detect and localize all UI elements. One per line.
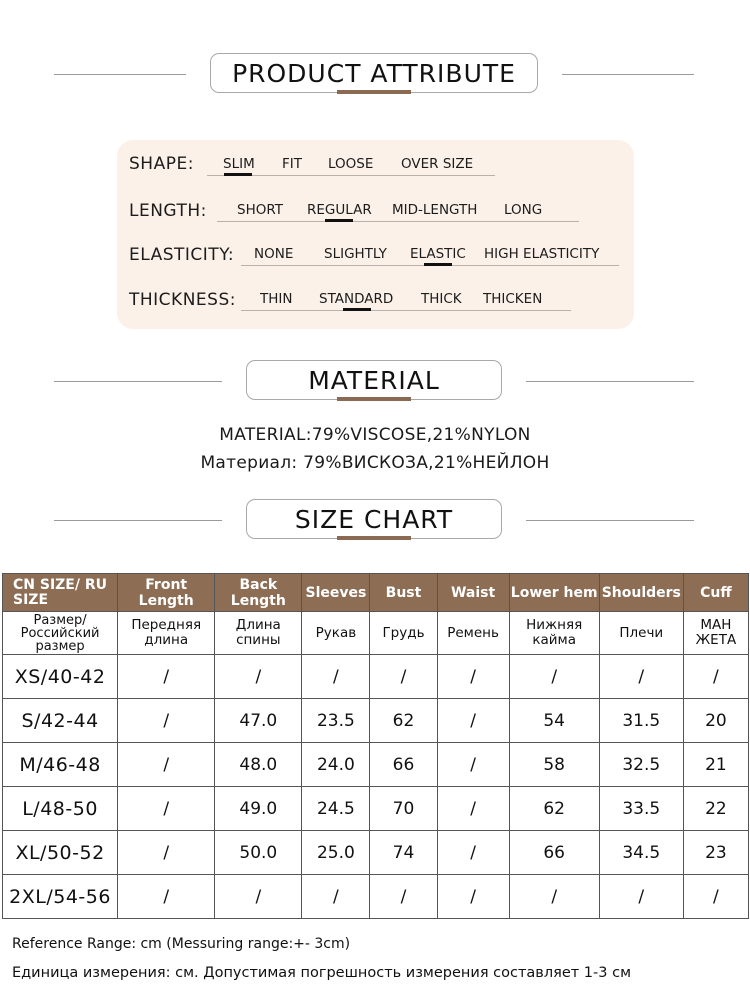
size-cell: 2XL/54-56	[3, 875, 118, 919]
table-cell: /	[437, 743, 509, 787]
section-title-pill	[246, 360, 502, 400]
table-cell: /	[302, 875, 370, 919]
table-cell: /	[118, 831, 215, 875]
table-cell: 23	[683, 831, 748, 875]
header-cell-ru: Длина спины	[215, 612, 302, 655]
header-cell-ru: Размер/ Российский размер	[3, 612, 118, 655]
table-cell: 74	[370, 831, 437, 875]
table-cell: 31.5	[599, 699, 683, 743]
table-cell: 47.0	[215, 699, 302, 743]
section-title-pill	[210, 53, 538, 93]
table-cell: /	[302, 655, 370, 699]
title-accent-bar	[337, 90, 411, 94]
header-cell: Sleeves	[302, 574, 370, 612]
table-cell: /	[118, 699, 215, 743]
header-row-english	[3, 574, 749, 612]
thickness-selected-marker	[343, 308, 371, 311]
elasticity-option-slightly: SLIGHTLY	[324, 246, 387, 262]
length-underline	[217, 221, 579, 222]
table-cell: 23.5	[302, 699, 370, 743]
table-row	[3, 875, 749, 919]
title-accent-bar	[337, 397, 411, 401]
attribute-panel	[117, 140, 634, 329]
table-cell: 66	[509, 831, 599, 875]
table-cell: 33.5	[599, 787, 683, 831]
elasticity-selected-marker	[424, 263, 452, 266]
table-cell: 62	[370, 699, 437, 743]
section-title: PRODUCT ATTRIBUTE	[232, 59, 516, 88]
table-row	[3, 787, 749, 831]
table-cell: /	[118, 875, 215, 919]
length-option-long: LONG	[504, 202, 543, 218]
table-cell: 34.5	[599, 831, 683, 875]
table-cell: 32.5	[599, 743, 683, 787]
header-cell: Cuff	[683, 574, 748, 612]
header-cell-ru: Рукав	[302, 612, 370, 655]
header-cell: Back Length	[215, 574, 302, 612]
table-cell: 70	[370, 787, 437, 831]
table-cell: 24.0	[302, 743, 370, 787]
size-cell: S/42-44	[3, 699, 118, 743]
thickness-option-thin: THIN	[260, 291, 293, 307]
elasticity-option-none: NONE	[254, 246, 294, 262]
divider-left	[54, 381, 222, 382]
shape-option-slim: SLIM	[223, 156, 255, 172]
table-cell: 22	[683, 787, 748, 831]
table-cell: /	[370, 655, 437, 699]
table-row	[3, 743, 749, 787]
table-cell: /	[509, 655, 599, 699]
table-cell: /	[437, 699, 509, 743]
table-cell: /	[437, 875, 509, 919]
length-option-mid-length: MID-LENGTH	[392, 202, 478, 218]
section-title-pill	[246, 499, 502, 539]
table-cell: /	[118, 743, 215, 787]
material-russian: Материал: 79%ВИСКОЗА,21%НЕЙЛОН	[200, 453, 550, 473]
elasticity-label: ELASTICITY:	[129, 245, 235, 265]
table-cell: /	[215, 655, 302, 699]
table-cell: /	[599, 875, 683, 919]
header-cell-ru: Ремень	[437, 612, 509, 655]
divider-left	[54, 74, 186, 75]
shape-option-loose: LOOSE	[328, 156, 374, 172]
header-row-russian	[3, 612, 749, 655]
elasticity-option-high: HIGH ELASTICITY	[484, 246, 600, 262]
length-selected-marker	[325, 219, 353, 222]
header-cell-ru: Передняя длина	[118, 612, 215, 655]
header-cell: Bust	[370, 574, 437, 612]
size-cell: L/48-50	[3, 787, 118, 831]
size-cell: XS/40-42	[3, 655, 118, 699]
divider-right	[526, 381, 694, 382]
table-cell: 58	[509, 743, 599, 787]
table-cell: /	[683, 655, 748, 699]
thickness-underline	[241, 310, 571, 311]
header-cell: Front Length	[118, 574, 215, 612]
shape-selected-marker	[224, 173, 252, 176]
header-cell-ru: МАН ЖЕТА	[683, 612, 748, 655]
header-cell: Shoulders	[599, 574, 683, 612]
title-accent-bar	[337, 536, 411, 540]
table-row	[3, 831, 749, 875]
length-label: LENGTH:	[129, 201, 207, 221]
table-cell: 21	[683, 743, 748, 787]
divider-right	[562, 74, 694, 75]
table-cell: /	[118, 655, 215, 699]
thickness-option-thick: THICK	[421, 291, 462, 307]
table-cell: 50.0	[215, 831, 302, 875]
header-cell: CN SIZE/ RU SIZE	[3, 574, 118, 612]
measurement-note-ru: Единица измерения: см. Допустимая погрешность измерения составляет 1-3 см	[12, 965, 632, 981]
table-cell: 62	[509, 787, 599, 831]
table-cell: 48.0	[215, 743, 302, 787]
table-row	[3, 655, 749, 699]
product-attribute-heading	[0, 53, 750, 97]
shape-option-fit: FIT	[282, 156, 302, 172]
length-option-regular: REGULAR	[307, 202, 372, 218]
size-cell: XL/50-52	[3, 831, 118, 875]
thickness-option-thicken: THICKEN	[483, 291, 543, 307]
thickness-label: THICKNESS:	[129, 290, 236, 310]
header-cell-ru: Нижняя кайма	[509, 612, 599, 655]
header-cell-ru: Грудь	[370, 612, 437, 655]
table-cell: /	[599, 655, 683, 699]
elasticity-option-elastic: ELASTIC	[410, 246, 466, 262]
section-title: SIZE CHART	[294, 505, 454, 534]
thickness-option-standard: STANDARD	[319, 291, 394, 307]
section-title: MATERIAL	[308, 366, 440, 395]
table-cell: /	[509, 875, 599, 919]
table-cell: /	[118, 787, 215, 831]
shape-option-oversize: OVER SIZE	[401, 156, 474, 172]
table-cell: 25.0	[302, 831, 370, 875]
header-cell: Lower hem	[509, 574, 599, 612]
material-heading	[0, 360, 750, 404]
table-cell: /	[437, 831, 509, 875]
table-cell: 49.0	[215, 787, 302, 831]
material-english: MATERIAL:79%VISCOSE,21%NYLON	[219, 425, 531, 445]
table-cell: /	[370, 875, 437, 919]
length-option-short: SHORT	[237, 202, 283, 218]
divider-left	[54, 520, 222, 521]
header-cell: Waist	[437, 574, 509, 612]
table-cell: /	[215, 875, 302, 919]
table-cell: 24.5	[302, 787, 370, 831]
reference-range-note: Reference Range: cm (Messuring range:+- 3cm)	[12, 936, 351, 952]
table-cell: 20	[683, 699, 748, 743]
size-table	[2, 573, 749, 919]
table-cell: /	[683, 875, 748, 919]
table-cell: /	[437, 787, 509, 831]
table-row	[3, 699, 749, 743]
shape-label: SHAPE:	[129, 154, 194, 174]
size-chart-heading	[0, 499, 750, 543]
divider-right	[526, 520, 694, 521]
table-cell: /	[437, 655, 509, 699]
table-cell: 54	[509, 699, 599, 743]
table-cell: 66	[370, 743, 437, 787]
size-cell: M/46-48	[3, 743, 118, 787]
header-cell-ru: Плечи	[599, 612, 683, 655]
